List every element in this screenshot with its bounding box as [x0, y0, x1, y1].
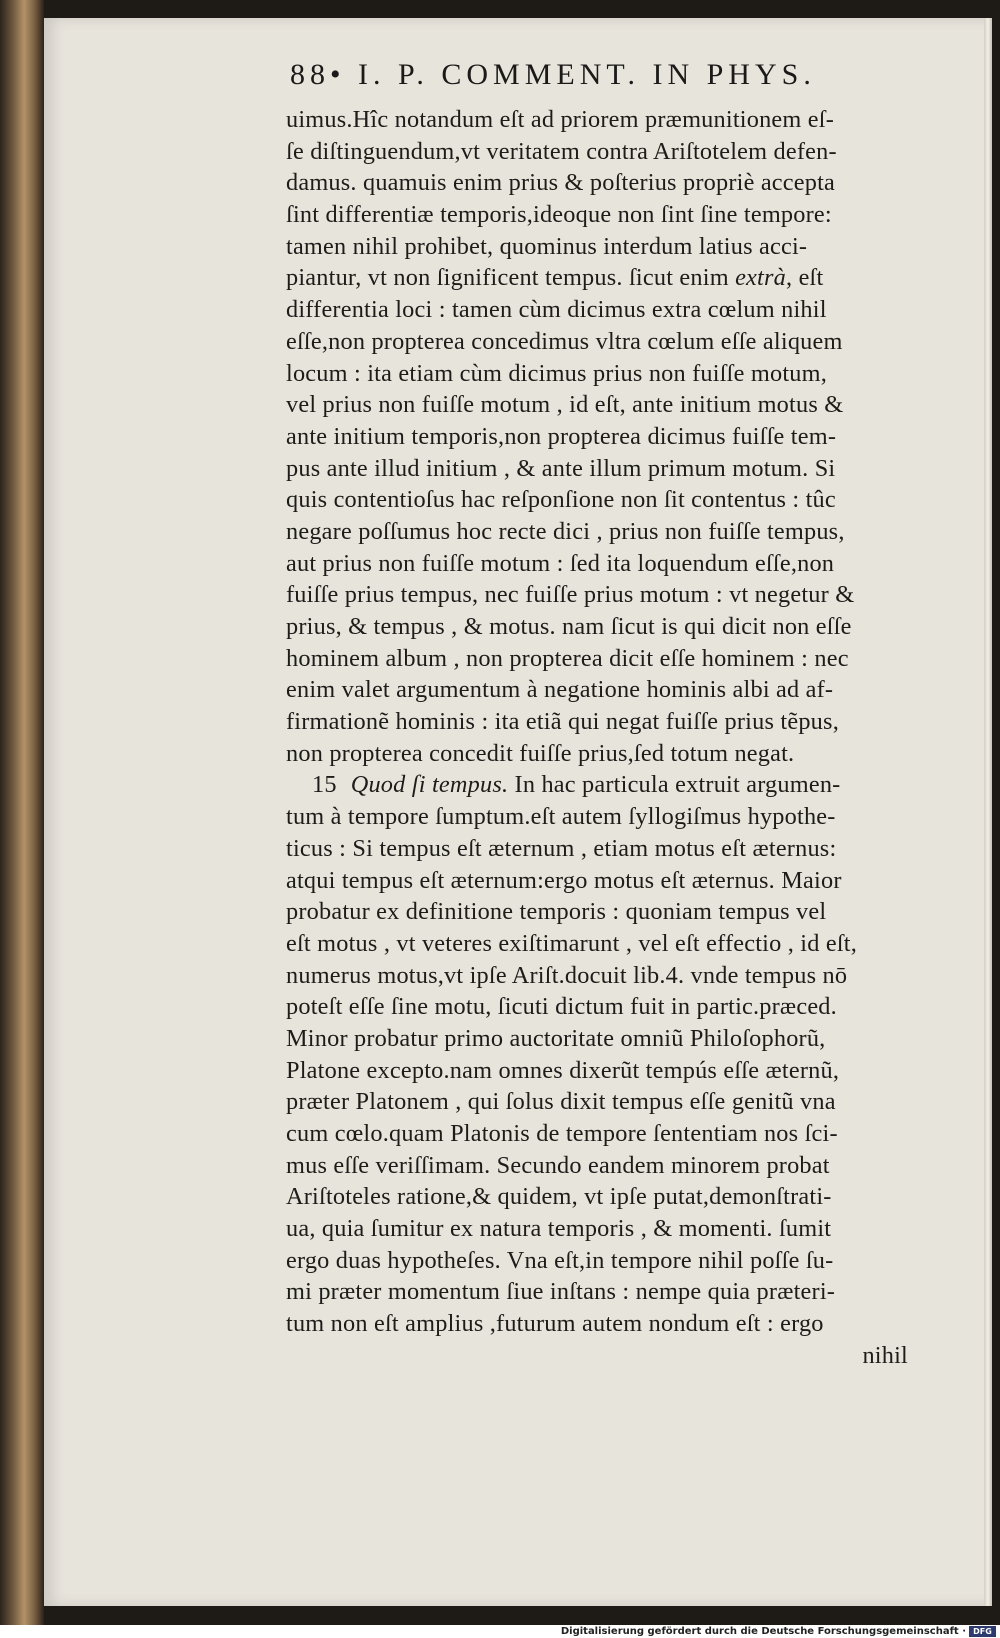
text-line: aut prius non fuiſſe motum : ſed ita loquendum eſſe,non	[286, 549, 835, 577]
text-line: differentia loci : tamen cùm dicimus extra cœlum nihil	[286, 296, 827, 324]
text-line: ua, quia ſumitur ex natura temporis , & momenti. ſumit	[286, 1215, 832, 1243]
text-line: negare poſſumus hoc recte dici , prius non fuiſſe tempus,	[286, 517, 845, 545]
text-line: tamen nihil prohibet, quominus interdum latius acci-	[286, 232, 808, 260]
text-line: ante initium temporis,non propterea dicimus fuiſſe tem-	[286, 422, 837, 450]
text-line: cum cœlo.quam Platonis de tempore ſententiam nos ſci-	[286, 1120, 838, 1147]
text-block-c	[286, 801, 958, 1340]
text-block-b	[286, 294, 958, 769]
text-line: tum non eſt amplius ,futurum autem nondum eſt : ergo	[286, 1310, 824, 1338]
text-line: numerus motus,vt ipſe Ariſt.docuit lib.4. vnde tempus nō	[286, 961, 848, 989]
body-text	[286, 104, 958, 1372]
text-line: ſe diſtinguendum,vt veritatem contra Ariſtotelem defen-	[286, 137, 837, 165]
text-line-extra	[286, 262, 958, 294]
text-line: tum à tempore ſumptum.eſt autem ſyllogiſmus hypothe-	[286, 803, 836, 831]
text-line: atqui tempus eſt æternum:ergo motus eſt æternus. Maior	[286, 866, 842, 894]
text-line: uimus.Hîc notandum eſt ad priorem præmunitionem eſ-	[286, 106, 835, 133]
text-line: mi præter momentum ſiue inſtans : nempe quia præteri-	[286, 1278, 836, 1306]
text-line: Ariſtoteles ratione,& quidem, vt ipſe putat,demonſtrati-	[286, 1183, 832, 1211]
line-suffix: , eſt	[786, 264, 824, 292]
italic-word-extra: extrà	[735, 264, 787, 292]
text-line: non propterea concedit fuiſſe prius,ſed totum negat.	[286, 739, 795, 767]
text-line: ticus : Si tempus eſt æternum , etiam motus eſt æternus:	[286, 834, 837, 862]
text-line: eſſe,non propterea concedimus vltra cœlum eſſe aliquem	[286, 327, 843, 355]
text-line: eſt motus , vt veteres exiſtimarunt , vel eſt effectio , id eſt,	[286, 929, 858, 957]
running-head: 88• I. P. COMMENT. IN PHYS.	[290, 58, 816, 91]
text-line: prius, & tempus , & motus. nam ſicut is qui dicit non eſſe	[286, 613, 852, 640]
text-line: ergo duas hypotheſes. Vna eſt,in tempore nihil poſſe ſu-	[286, 1246, 834, 1274]
text-line: fuiſſe prius tempus, nec fuiſſe prius motum : vt negetur &	[286, 581, 855, 609]
text-line: damus. quamuis enim prius & poſterius propriè accepta	[286, 169, 836, 197]
text-line: vel prius non fuiſſe motum , id eſt, ante initium motus &	[286, 391, 844, 419]
catchword: nihil	[862, 1341, 908, 1369]
text-line: enim valet argumentum à negatione hominis albi ad af-	[286, 676, 834, 704]
page-edge	[984, 18, 992, 1606]
text-line: poteſt eſſe ſine motu, ſicuti dictum fuit in partic.præced.	[286, 993, 837, 1021]
line-prefix: piantur, vt non ſignificent tempus. ſicut enim	[286, 264, 729, 292]
text-line: quis contentioſus hac reſponſione non ſit contentus : tûc	[286, 486, 836, 514]
paragraph-15-start	[286, 769, 958, 801]
text-line: ſint differentiæ temporis,ideoque non ſint ſine tempore:	[286, 201, 832, 229]
text-line: pus ante illud initium , & ante illum primum motum. Si	[286, 454, 836, 482]
footer-bar	[0, 1625, 1000, 1638]
book-spine	[0, 0, 44, 1625]
paragraph-number: 15	[312, 771, 337, 799]
dfg-logo: DFG	[969, 1626, 996, 1637]
text-line: locum : ita etiam cùm dicimus prius non fuiſſe motum,	[286, 359, 828, 387]
text-line: Minor probatur primo auctoritate omniũ Philoſophorũ,	[286, 1024, 826, 1052]
text-line: probatur ex definitione temporis : quoniam tempus vel	[286, 898, 827, 926]
text-line: præter Platonem , qui ſolus dixit tempus eſſe genitũ vna	[286, 1088, 836, 1116]
text-line: firmationẽ hominis : ita etiã qui negat fuiſſe prius tẽpus,	[286, 708, 839, 736]
text-line: Platone excepto.nam omnes dixerũt tempús eſſe æternũ,	[286, 1056, 840, 1084]
paragraph-lemma: Quod ſi tempus.	[350, 771, 509, 799]
funding-notice: Digitalisierung gefördert durch die Deutsche Forschungsgemeinschaft ·	[560, 1626, 966, 1637]
text-line: mus eſſe veriſſimam. Secundo eandem minorem probat	[286, 1151, 830, 1179]
text-block-a	[286, 104, 958, 262]
text-line: hominem album , non propterea dicit eſſe hominem : nec	[286, 644, 849, 672]
paragraph-first-line: In hac particula extruit argumen-	[514, 771, 841, 799]
